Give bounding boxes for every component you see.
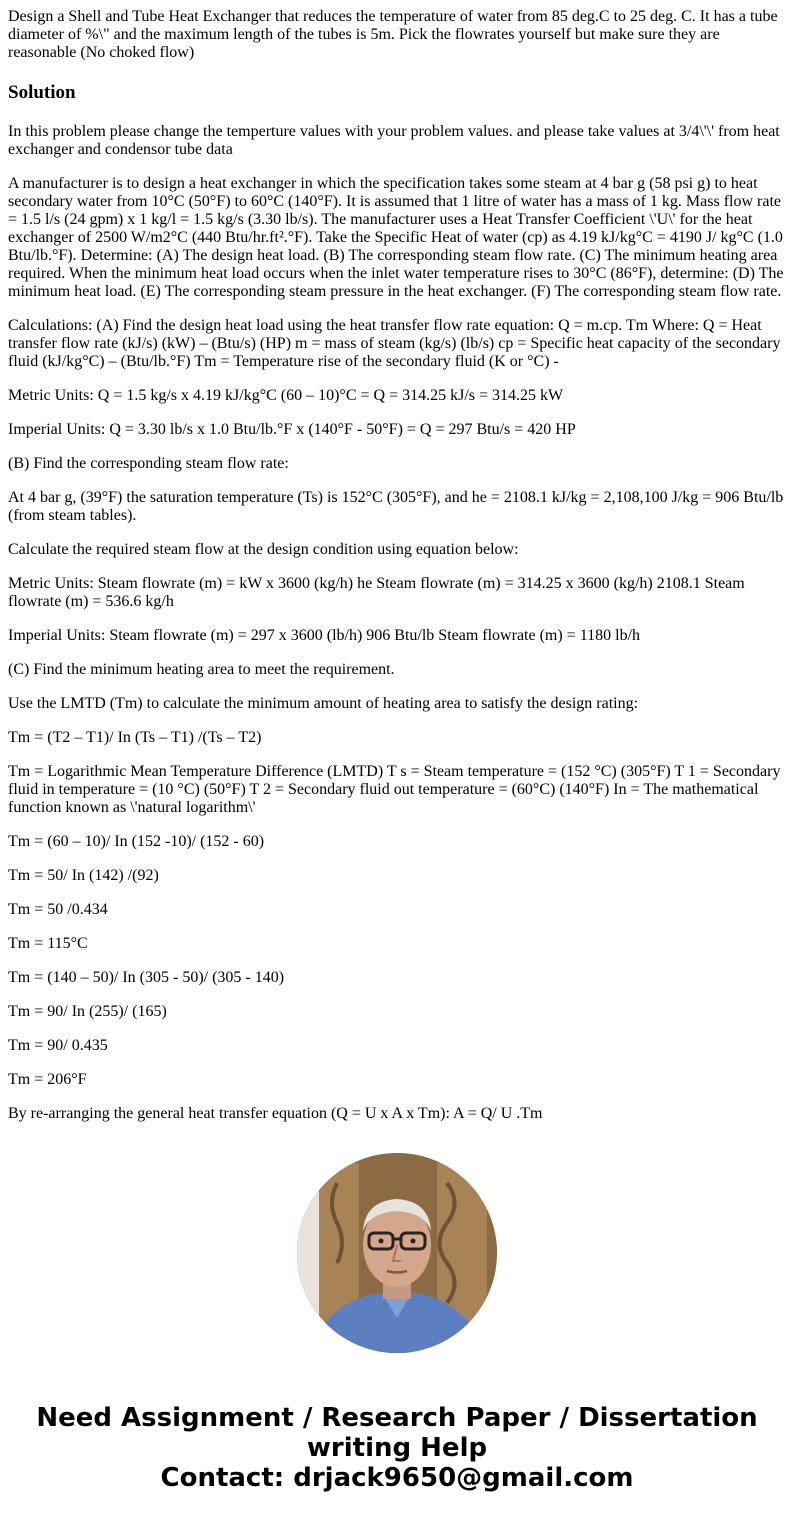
paragraph: Tm = 206°F	[8, 1071, 87, 1088]
paragraph: Calculate the required steam flow at the design condition using equation below:	[8, 541, 519, 558]
paragraph: In this problem please change the temperture values with your problem values. and please take values at 3/4\'\' from heat exchanger and condensor tube data	[8, 123, 780, 158]
paragraph: Tm = 50 /0.434	[8, 901, 108, 918]
question-text: Design a Shell and Tube Heat Exchanger that reduces the temperature of water from 85 deg.C to 25 deg. C. It has a tube diameter of %\" and the maximum length of the tubes is 5m. Pick the flowrates yourself but make sure they are reasonable (No choked flow)	[8, 8, 778, 61]
paragraph: (C) Find the minimum heating area to meet the requirement.	[8, 661, 395, 678]
paragraph: Calculations: (A) Find the design heat load using the heat transfer flow rate equation: Q = m.cp. Tm Where: Q = Heat transfer flow rate (kJ/s) (kW) – (Btu/s) (HP) m = mass of steam (kg/s) (lb/s) cp = Specific heat capacity of the secondary fluid (kJ/kg°C) – (Btu/lb.°F) Tm = Temperature rise of the secondary fluid (K or °C) -	[8, 317, 781, 370]
paragraph: Tm = Logarithmic Mean Temperature Difference (LMTD) T s = Steam temperature = (152 °C) (305°F) T 1 = Secondary fluid in temperature = (10 °C) (50°F) T 2 = Secondary fluid out temperature = (60°C) (140°F) In = The mathematical function known as \'natural logarithm\'	[8, 763, 781, 816]
contact-email: Contact: drjack9650@gmail.com	[160, 1463, 634, 1493]
paragraph: Tm = 115°C	[8, 935, 88, 952]
paragraph: At 4 bar g, (39°F) the saturation temperature (Ts) is 152°C (305°F), and he = 2108.1 kJ/kg = 2,108,100 J/kg = 906 Btu/lb (from steam tables).	[8, 489, 784, 524]
paragraph: Tm = 50/ In (142) /(92)	[8, 867, 159, 884]
paragraph: Tm = (T2 – T1)/ In (Ts – T1) /(Ts – T2)	[8, 729, 262, 746]
avatar	[297, 1153, 497, 1353]
paragraph: Use the LMTD (Tm) to calculate the minimum amount of heating area to satisfy the design rating:	[8, 695, 639, 712]
paragraph: (B) Find the corresponding steam flow rate:	[8, 455, 289, 472]
paragraph: Tm = 90/ In (255)/ (165)	[8, 1003, 167, 1020]
paragraph: Tm = (140 – 50)/ In (305 - 50)/ (305 - 140)	[8, 969, 285, 986]
paragraph: Imperial Units: Q = 3.30 lb/s x 1.0 Btu/lb.°F x (140°F - 50°F) = Q = 297 Btu/s = 420 HP	[8, 421, 576, 438]
document-body	[8, 8, 786, 1139]
paragraph: Metric Units: Q = 1.5 kg/s x 4.19 kJ/kg°C (60 – 10)°C = Q = 314.25 kJ/s = 314.25 kW	[8, 387, 564, 404]
paragraph: Metric Units: Steam flowrate (m) = kW x 3600 (kg/h) he Steam flowrate (m) = 314.25 x 3600 (kg/h) 2108.1 Steam flowrate (m) = 536.6 kg/h	[8, 575, 745, 610]
solution-heading: Solution	[8, 82, 76, 103]
paragraph: Tm = (60 – 10)/ In (152 -10)/ (152 - 60)	[8, 833, 265, 850]
promo-line: Need Assignment / Research Paper / Dissertation	[36, 1403, 758, 1433]
paragraph: A manufacturer is to design a heat exchanger in which the specification takes some steam at 4 bar g (58 psi g) to heat secondary water from 10°C (50°F) to 60°C (140°F). It is assumed that 1 litre of water has a mass of 1 kg. Mass flow rate = 1.5 l/s (24 gpm) x 1 kg/l = 1.5 kg/s (3.30 lb/s). The manufacturer uses a Heat Transfer Coefficient \'U\' for the heat exchanger of 2500 W/m2°C (440 Btu/hr.ft².°F). Take the Specific Heat of water (cp) as 4.19 kJ/kg°C = 4190 J/ kg°C (1.0 Btu/lb.°F). Determine: (A) The design heat load. (B) The corresponding steam flow rate. (C) The minimum heating area required. When the minimum heat load occurs when the inlet water temperature rises to 30°C (86°F), determine: (D) The minimum heat load. (E) The corresponding steam pressure in the heat exchanger. (F) The corresponding steam flow rate.	[8, 175, 784, 300]
paragraph: By re-arranging the general heat transfer equation (Q = U x A x Tm): A = Q/ U .Tm	[8, 1105, 543, 1122]
paragraph: Tm = 90/ 0.435	[8, 1037, 108, 1054]
promo-line: writing Help	[306, 1433, 488, 1463]
promo-banner	[0, 1403, 794, 1493]
paragraph: Imperial Units: Steam flowrate (m) = 297 x 3600 (lb/h) 906 Btu/lb Steam flowrate (m) = 1180 lb/h	[8, 627, 641, 644]
